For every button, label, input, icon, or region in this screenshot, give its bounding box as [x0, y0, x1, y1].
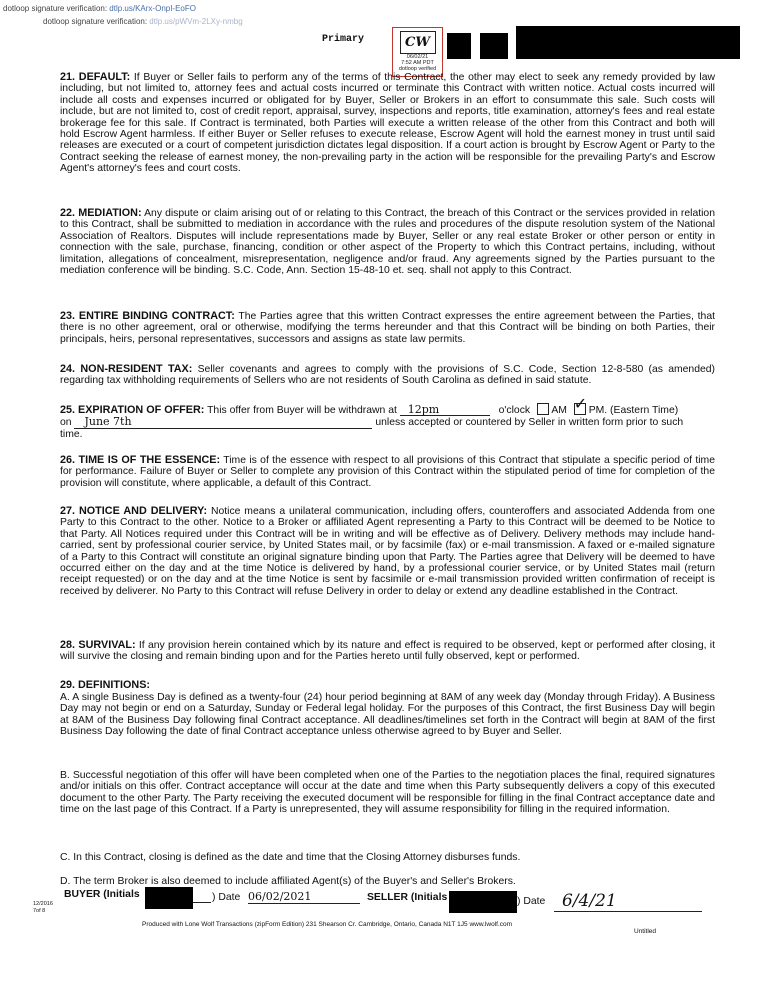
verification-label: dotloop signature verification:	[3, 4, 108, 13]
redaction-block	[145, 887, 193, 909]
definition-b: B. Successful negotiation of this offer will have been completed when one of the Parties to the negotiation places the final, required signatures and/or initials on this offer. Contract acceptance will occur at the date and time when this Party subsequently delivers a copy of this executed document to the other Party. The Party receiving the executed document will be responsible for filling in the final Contract acceptance date and time on the last page of this Contract. If a Party is unrepresented, they will assume responsibility for filling in the required information.	[60, 770, 715, 816]
section-title: 29. DEFINITIONS:	[60, 679, 150, 691]
produced-by: Produced with Lone Wolf Transactions (zipForm Edition) 231 Shearson Cr. Cambridge, Ontario, Canada N1T 1J5 www.lwolf.com	[142, 921, 513, 928]
section-body: Any dispute or claim arising out of or relating to this Contract, the breach of this Contract or the services provided in relation to this Contract, shall be submitted to mediation in accordance with the rules and procedures of the dispute resolution system of the National Association of Realtors. Disputes will include representations made by Buyer, Seller or any real estate Broker or other person or entity in connection with the sale, purchase, financing, condition or other aspect of the Property to which this Contract pertains, including, without limitation, allegations of concealment, misrepresentation, negligence and/or fraud. Any agreements signed by the Parties pursuant to the mediation conference will be binding. S.C. Code, Ann. Section 15-48-10 et. seq. shall not apply to this Contract.	[60, 208, 715, 277]
badge-verified: dotloop verified	[398, 66, 437, 72]
buyer-date-label: ) Date	[212, 892, 241, 903]
section-24-non-resident-tax	[60, 364, 715, 387]
section-text: time.	[60, 428, 83, 440]
form-code: 12/2016	[33, 901, 53, 907]
verification-line-2	[43, 17, 243, 26]
section-body: The Parties agree that this written Contract expresses the entire agreement between the Parties, that there is no other agreement, oral or otherwise, modifying the terms hereunder and that this Contract will be binding on both Parties, their principals, heirs, personal representatives, successors and assigns as state law permits.	[60, 311, 715, 345]
am-label: AM	[551, 405, 567, 416]
redaction-block	[516, 26, 740, 59]
seller-date-label: ) Date	[517, 896, 546, 907]
badge-time: 7:52 AM PDT	[401, 60, 434, 66]
section-title: 25. EXPIRATION OF OFFER:	[60, 404, 205, 416]
redaction-block	[480, 33, 508, 59]
on-label: on	[60, 417, 72, 429]
section-21-default	[60, 72, 715, 175]
section-title: 28. SURVIVAL:	[60, 639, 136, 651]
badge-date: 06/02/21	[406, 54, 429, 60]
primary-label: Primary	[322, 34, 365, 45]
oclock-label: o'clock	[498, 405, 531, 416]
section-body: If Buyer or Seller fails to perform any of the terms of this Contract, the other may elect to seek any remedy provided by law including, but not limited to, attorney fees and actual costs incurred or terminate this Contract with written notice. Actual costs incurred will include all costs and expenses incurred or obligated for by Buyer, Seller or Brokers in an effort to consummate this sale. Such costs will include, but are not limited to, cost of credit report, appraisal, survey, inspections and reports, title examination, attorney's fees and real estate brokerage fee for this sale. If Contract is terminated, both Parties will execute a written release of the other from this Contract and both will hold Escrow Agent harmless. If either Buyer or Seller refuses to execute release, Escrow Agent will hold the earnest money in trust until said releases are executed or a court of competent jurisdiction dictates legal disposition. If a court action is brought by Escrow Agent or Party to the Contract seeking the release of earnest money, the non-prevailing party in the action will be responsible for the prevailing Party's and Escrow Agent's attorney's fees and court costs.	[60, 72, 716, 175]
section-title: 26. TIME IS OF THE ESSENCE:	[60, 454, 221, 466]
section-22-mediation	[60, 208, 715, 276]
section-26-time-essence	[60, 455, 715, 489]
section-text: This offer from Buyer will be withdrawn at	[207, 405, 397, 416]
seller-initials-label: SELLER (Initials	[367, 892, 448, 903]
section-body: Notice means a unilateral communication, including offers, counteroffers and associated Addenda from one Party to this Contract to the other. Notice to a Broker or affiliated Agent representing a Party to this Contract will be deemed to be Notice to that Party. All Notices required under this Contract will be in writing and will be effective as of Delivery. Delivery methods may include hand-carried, sent by professional courier service, by United States mail, or by facsimile (fax) or e-mail transmission. A faxed or e-mailed signature of a Party to this Contract will constitute an original signature binding upon that Party. The Parties agree that Delivery will be deemed to have occurred either on the day and at the time Notice is delivered by hand, by a professional courier service, or by United States mail (return receipt requested) or on the day and at the time Notice is sent by facsimile or e-mail transmission provided written confirmation of receipt is received by deliverer. No Party to this Contract will refuse Delivery in order to delay or extend any deadline established in the Contract.	[60, 506, 715, 597]
section-title: 22. MEDIATION:	[60, 207, 142, 219]
checkmark-icon: ✓	[573, 396, 588, 413]
am-checkbox[interactable]	[537, 403, 549, 415]
redaction-block	[447, 33, 471, 59]
section-title: 23. ENTIRE BINDING CONTRACT:	[60, 310, 235, 322]
verification-link[interactable]: dtlp.us/pWVm-2LXy-nmbg	[149, 17, 243, 26]
section-23-entire-contract	[60, 311, 715, 345]
buyer-initials-field[interactable]	[193, 902, 211, 903]
signer-initials: CW	[400, 31, 436, 54]
section-28-survival	[60, 640, 715, 663]
pm-checkbox[interactable]	[573, 396, 588, 415]
section-body: If any provision herein contained which by its nature and effect is required to be observed, kept or performed after closing, it will survive the closing and remain binding upon and for the Parties hereto until fully observed, kept or performed.	[60, 640, 715, 663]
buyer-date-field[interactable]: 06/02/2021	[248, 890, 360, 904]
definition-a: A. A single Business Day is defined as a twenty-four (24) hour period beginning at 8AM of any week day (Monday through Friday). A Business Day may not begin or end on a Saturday, Sunday or Federal legal holiday. For the purposes of this Contract, the first Business Day will begin at 8AM of the Business Day following final Contract acceptance. All deadlines/timelines set forth in the Contract will begin at 8AM of the first Business Day following the date of final Contract acceptance unless otherwise agreed to by Buyer and Seller.	[60, 692, 715, 738]
buyer-initials-label: BUYER (Initials	[64, 889, 140, 900]
untitled-label: Untitled	[634, 928, 657, 935]
definition-c: C. In this Contract, closing is defined as the date and time that the Closing Attorney disburses funds.	[60, 852, 521, 863]
section-25-expiration	[60, 396, 715, 440]
pm-label: PM. (Eastern Time)	[588, 405, 679, 416]
section-title: 27. NOTICE AND DELIVERY:	[60, 505, 208, 517]
expiration-time-field[interactable]: 12pm	[400, 404, 490, 416]
section-body: Seller covenants and agrees to comply with the provisions of S.C. Code, Section 12-8-580 (as amended) regarding tax withholding requirements of Sellers who are not residents of South Carolina as defined in said statute.	[60, 364, 716, 387]
redaction-block	[449, 891, 517, 913]
expiration-date-field[interactable]: June 7th	[74, 416, 372, 428]
section-27-notice-delivery	[60, 506, 715, 597]
section-body: Time is of the essence with respect to all provisions of this Contract that stipulate a specific period of time for performance. Failure of Buyer or Seller to complete any provision of this Contract within the stipulated period of time for completion of the provision will constitute, where applicable, a default of this Contract.	[60, 455, 715, 489]
section-text: unless accepted or countered by Seller in written form prior to such	[375, 417, 684, 429]
section-title: 24. NON-RESIDENT TAX:	[60, 363, 193, 375]
seller-date-field[interactable]: 6/4/21	[554, 891, 702, 912]
verification-link[interactable]: dtlp.us/KArx-OnpI-EoFO	[109, 4, 196, 13]
dotloop-verified-badge	[392, 27, 443, 77]
definition-d: D. The term Broker is also deemed to include affiliated Agent(s) of the Buyer's and Seller's Brokers.	[60, 876, 516, 887]
verification-line-1	[3, 4, 196, 13]
page-number: 7of 8	[33, 908, 46, 914]
verification-label: dotloop signature verification:	[43, 17, 148, 26]
section-29-definitions	[60, 680, 715, 691]
section-title: 21. DEFAULT:	[60, 71, 131, 83]
